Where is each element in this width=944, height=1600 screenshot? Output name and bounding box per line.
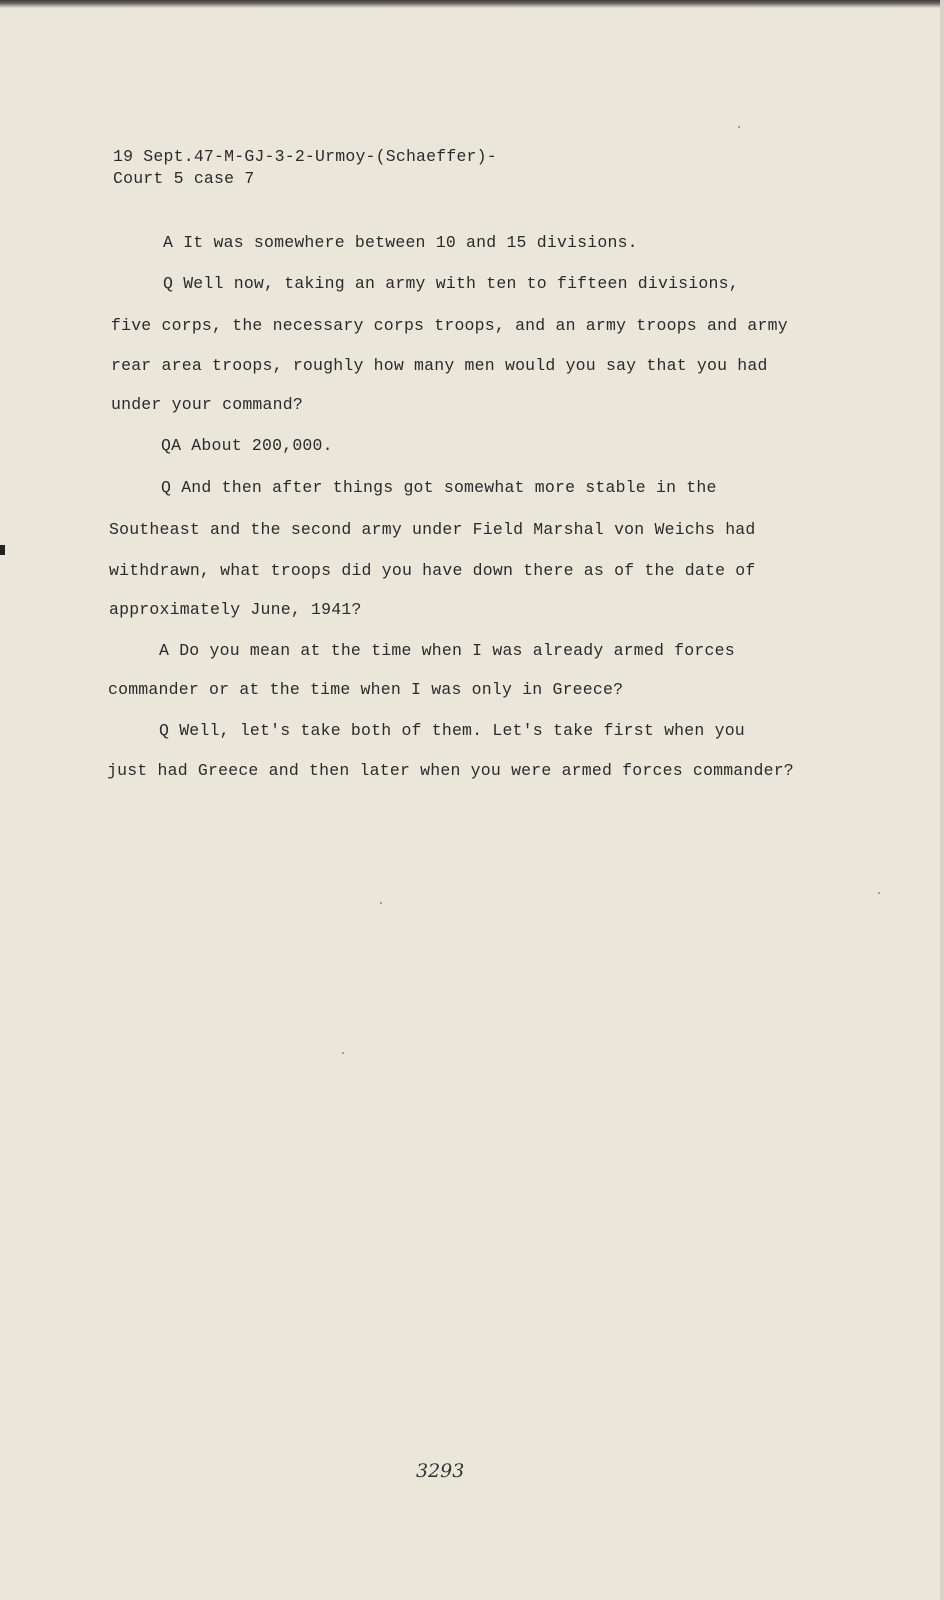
transcript-line: rear area troops, roughly how many men would you say that you had: [111, 356, 768, 375]
transcript-line: under your command?: [111, 395, 303, 414]
transcript-line: Q And then after things got somewhat more stable in the: [161, 478, 717, 497]
transcript-line: commander or at the time when I was only in Greece?: [108, 680, 624, 699]
paper-speck: [342, 1052, 344, 1054]
transcript-line: Q Well, let's take both of them. Let's take first when you: [159, 721, 745, 740]
paper-speck: [380, 902, 382, 904]
header-line-2: Court 5 case 7: [113, 169, 255, 188]
paper-speck: [738, 126, 740, 128]
scan-top-edge: [0, 0, 944, 8]
transcript-line: A It was somewhere between 10 and 15 divisions.: [163, 233, 638, 252]
header-line-1: 19 Sept.47-M-GJ-3-2-Urmoy-(Schaeffer)-: [113, 147, 497, 166]
transcript-line: A Do you mean at the time when I was already armed forces: [159, 641, 735, 660]
document-header: [113, 146, 497, 190]
transcript-line: Q Well now, taking an army with ten to fifteen divisions,: [163, 274, 739, 293]
page-number: 3293: [416, 1460, 465, 1482]
transcript-line: QA About 200,000.: [161, 436, 333, 455]
transcript-line: five corps, the necessary corps troops, and an army troops and army: [111, 316, 788, 335]
transcript-line: withdrawn, what troops did you have down there as of the date of: [109, 561, 756, 580]
scan-margin-mark: [0, 545, 5, 555]
transcript-line: just had Greece and then later when you were armed forces commander?: [107, 761, 794, 780]
transcript-line: approximately June, 1941?: [109, 600, 362, 619]
transcript-line: Southeast and the second army under Field Marshal von Weichs had: [109, 520, 756, 539]
paper-speck: [878, 892, 880, 894]
